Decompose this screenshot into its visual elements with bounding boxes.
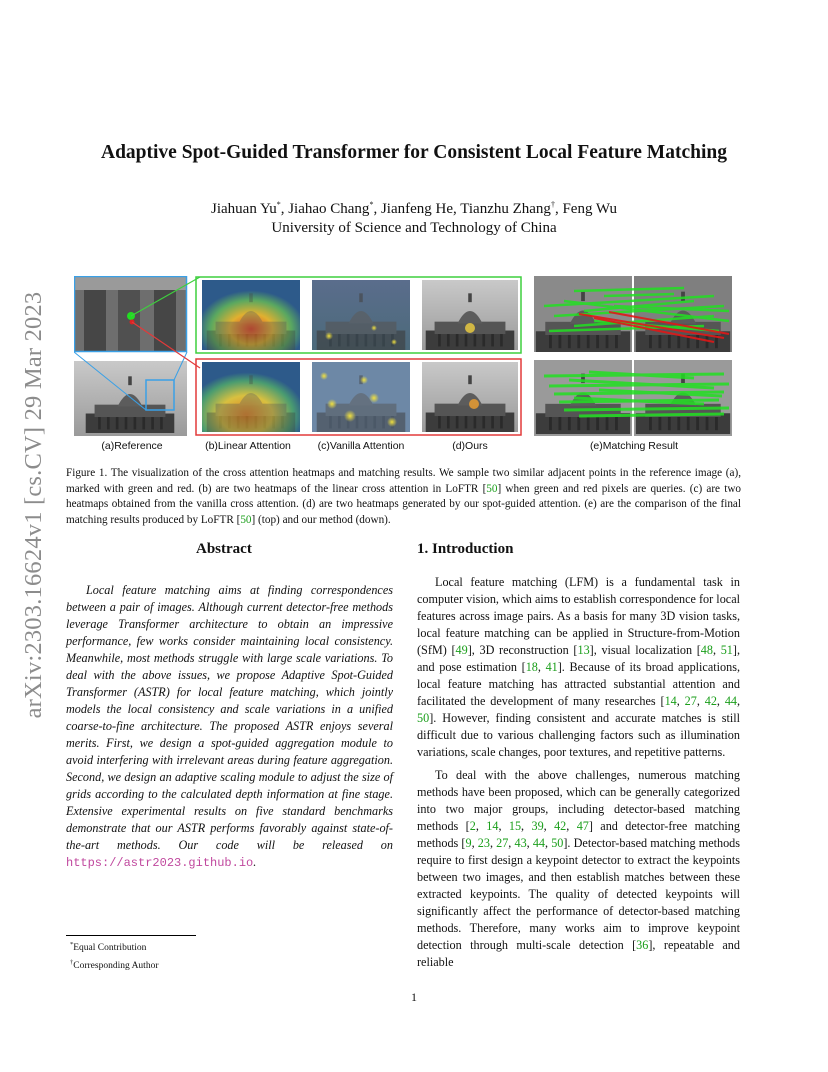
citation-link[interactable]: 48 (700, 643, 713, 657)
text-run: , (471, 836, 478, 850)
author-mark: † (550, 200, 555, 209)
text-run: ]. Detector-based matching methods require to first design a keypoint detector to extract the keypoints between two images, and then establish matches between these extracted keypoints. The quality of detected keypoints will significantly affect the performance of detector-based matching methods. Therefore, many works aim to improve keypoint detection through multi-scale detection [ (417, 836, 741, 952)
citation-link[interactable]: 14 (664, 694, 677, 708)
author-name: Feng Wu (562, 201, 617, 217)
citation-link[interactable]: 36 (636, 938, 649, 952)
citation-link[interactable]: 44 (532, 836, 546, 850)
footnote-mark: † (70, 958, 74, 966)
footnote-rule (66, 935, 196, 936)
text-run: ] and detector-free matching methods [ (417, 819, 740, 850)
citation-link[interactable]: 14 (486, 819, 499, 833)
vanilla-attention-heatmaps (312, 280, 410, 432)
citation-link[interactable]: 43 (514, 836, 527, 850)
text-run: , (712, 643, 721, 657)
footnote (70, 956, 158, 974)
text-run: ], and pose estimation [ (417, 643, 740, 674)
author-name: Jianfeng He (380, 201, 453, 217)
citation-link[interactable]: 50 (417, 711, 430, 725)
citation-link[interactable]: 27 (684, 694, 697, 708)
text-run: , (545, 836, 552, 850)
author-mark: * (276, 200, 281, 209)
figure-caption (66, 466, 741, 528)
linear-attention-heatmaps (202, 280, 300, 432)
text-run: ], 3D reconstruction [ (467, 643, 578, 657)
text-run: , (543, 819, 555, 833)
citation-link[interactable]: 23 (477, 836, 490, 850)
footnotes (70, 938, 158, 973)
citation-link[interactable]: 42 (704, 694, 717, 708)
author-name: Tianzhu Zhang (460, 201, 551, 217)
reference-full-image (74, 352, 187, 436)
author-mark: * (369, 200, 374, 209)
text-run: , (498, 819, 509, 833)
citation-link[interactable]: 47 (576, 819, 589, 833)
abstract-heading: Abstract (196, 541, 252, 557)
citation-link[interactable]: 49 (455, 643, 468, 657)
citation-link[interactable]: 50 (240, 513, 252, 526)
footnote-text: Equal Contribution (73, 943, 147, 954)
text-run: ], visual localization [ (589, 643, 701, 657)
text-run: , (489, 836, 497, 850)
introduction-body (417, 574, 740, 971)
project-url-link[interactable]: https://astr2023.github.io (66, 856, 254, 870)
figure-1-graphic (74, 276, 744, 460)
sublabel-reference: (a)Reference (101, 440, 163, 452)
citation-link[interactable]: 41 (545, 660, 558, 674)
figure-1 (74, 276, 744, 460)
citation-link[interactable]: 18 (525, 660, 538, 674)
text-run: , (508, 836, 515, 850)
text-run: , (676, 694, 685, 708)
affiliation: University of Science and Technology of China (271, 220, 557, 236)
footnote-mark: * (70, 941, 74, 948)
arxiv-stamp: arXiv:2303.16624v1 [cs.CV] 29 Mar 2023 (20, 291, 47, 719)
text-run: ]. Because of its broad applications, local feature matching has attracted substantial attention and facilitated the development of many researches [ (417, 660, 740, 708)
citation-link[interactable]: 51 (720, 643, 733, 657)
citation-link[interactable]: 39 (531, 819, 544, 833)
spot-guided-attention-heatmaps (422, 280, 518, 432)
reference-zoom-image (74, 276, 187, 352)
citation-link[interactable]: 13 (577, 643, 590, 657)
author-name: Jiahao Chang (288, 201, 370, 217)
sublabel-linear-attention: (b)Linear Attention (205, 440, 291, 452)
footnote-text: Corresponding Author (73, 960, 159, 971)
introduction-heading: 1. Introduction (417, 541, 514, 557)
text-run: ] (top) and our method (down). (251, 513, 391, 526)
citation-link[interactable]: 50 (551, 836, 564, 850)
text-run: To deal with the above challenges, numerous matching methods have been proposed, which can be generally categorized into two major groups, including detector-based matching methods [ (417, 768, 740, 833)
text-run: , (475, 819, 487, 833)
author-names: Jiahuan Yu*, Jiahao Chang*, Jianfeng He, Tianzhu Zhang†, Feng Wu (211, 200, 617, 217)
author-name: Jiahuan Yu (211, 201, 277, 217)
text-run: , (566, 819, 577, 833)
text-run: , (521, 819, 532, 833)
text-run: Local feature matching (LFM) is a fundamental task in computer vision, which aims to establish correspondence for local features across image pairs. As a basis for many 3D vision tasks, local feature matching can be applied in Structure-from-Motion (SfM) [ (417, 575, 740, 657)
citation-link[interactable]: 44 (724, 694, 737, 708)
author-block (0, 195, 828, 238)
text-run: , (716, 694, 725, 708)
text-run: ]. However, finding consistent and accurate matches is still difficult due to various challenging factors such as illumination variations, scale changes, poor textures, and repetitive patterns. (417, 711, 740, 759)
citation-link[interactable]: 15 (508, 819, 522, 833)
sublabel-ours: (d)Ours (452, 440, 488, 452)
citation-link[interactable]: 2 (469, 819, 476, 833)
abstract-text: Local feature matching aims at finding correspondences between a pair of images. Although current detector-free methods leverage Transformer architecture to obtain an impressive performance, few works consider maintaining local consistency. Meanwhile, most methods struggle with large scale variations. To deal with the above issues, we propose Adaptive Spot-Guided Transformer (ASTR) for local feature matching, which jointly models the local consistency and scale variations in a unified coarse-to-fine architecture. The proposed ASTR enjoys several merits. First, we design a spot-guided aggregation module to avoid interfering with irrelevant areas during feature aggregation. Second, we design an adaptive scaling module to adjust the size of grids according to the calculated depth information at fine stage. Extensive experimental results on five standard benchmarks demonstrate that our ASTR performs favorably against state-of-the-art methods. Our code will be released on https://astr2023.github.io. (66, 583, 393, 870)
text-run: , (696, 694, 705, 708)
page-number: 1 (411, 990, 417, 1004)
text-run: ] when green and red pixels are queries. (c) are two heatmaps obtained from the vanilla cross attention. (d) are two heatmaps generated by our spot-guided attention. (e) are the comparison of the final matching results produced by LoFTR [ (66, 482, 741, 526)
text-run: Figure 1. The visualization of the cross attention heatmaps and matching results. We sample two similar adjacent points in the reference image (a), marked with green and red. (b) are two heatmaps of the linear cross attention in LoFTR [ (66, 467, 741, 495)
matching-result-ours (534, 360, 732, 436)
citation-link[interactable]: 42 (554, 819, 567, 833)
text-run: , (526, 836, 533, 850)
text-run: ], repeatable and reliable (417, 938, 740, 969)
citation-link[interactable]: 9 (465, 836, 472, 850)
intro-paragraph (417, 574, 740, 761)
text-run: , (737, 694, 741, 708)
text-run: , (537, 660, 546, 674)
sublabel-vanilla-attention: (c)Vanilla Attention (317, 440, 405, 452)
citation-link[interactable]: 27 (496, 836, 509, 850)
citation-link[interactable]: 50 (486, 482, 498, 495)
footnote (70, 938, 158, 956)
paper-title: Adaptive Spot-Guided Transformer for Consistent Local Feature Matching (101, 142, 727, 163)
intro-paragraph (417, 767, 740, 971)
sublabel-matching-result: (e)Matching Result (589, 440, 679, 452)
matching-result-loftr (534, 276, 732, 352)
